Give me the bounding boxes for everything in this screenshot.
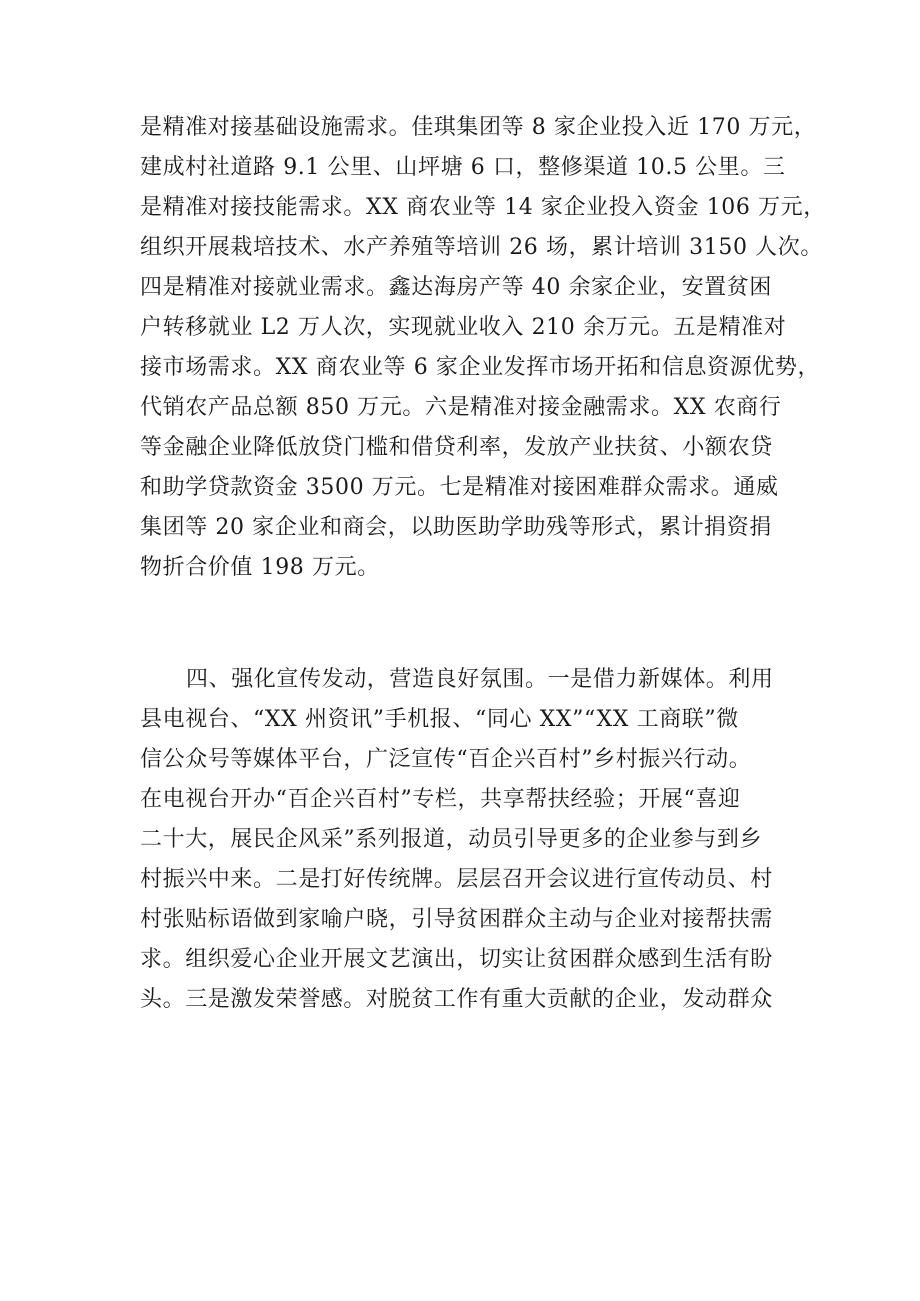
text-line: 村张贴标语做到家喻户晓，引导贫困群众主动与企业对接帮扶需 — [140, 907, 773, 932]
paragraph-spacer — [140, 588, 800, 660]
text-line-first: 四、强化宣传发动，营造良好氛围。一是借力新媒体。利用 — [186, 667, 774, 692]
text-line: 建成村社道路 9.1 公里、山坪塘 6 口，整修渠道 10.5 公里。三 — [140, 155, 786, 180]
text-line: 户转移就业 L2 万人次，实现就业收入 210 余万元。五是精准对 — [140, 315, 787, 340]
text-line: 村振兴中来。二是打好传统牌。层层召开会议进行宣传动员、村 — [140, 867, 773, 892]
text-line: 等金融企业降低放贷门槛和借贷利率，发放产业扶贫、小额农贷 — [140, 435, 773, 460]
text-line: 在电视台开办“百企兴百村”专栏，共享帮扶经验；开展“喜迎 — [140, 787, 741, 812]
text-line: 和助学贷款资金 3500 万元。七是精准对接困难群众需求。通威 — [140, 475, 779, 500]
paragraph-precision-docking — [140, 108, 826, 588]
text-line: 求。组织爱心企业开展文艺演出，切实让贫困群众感到生活有盼 — [140, 947, 773, 972]
document-body — [140, 108, 826, 1020]
text-line: 接市场需求。XX 商农业等 6 家企业发挥市场开拓和信息资源优势， — [140, 355, 821, 380]
text-line: 集团等 20 家企业和商会，以助医助学助残等形式，累计捐资捐 — [140, 515, 772, 540]
text-line: 二十大，展民企风采”系列报道，动员引导更多的企业参与到乡 — [140, 827, 763, 852]
text-line: 代销农产品总额 850 万元。六是精准对接金融需求。XX 农商行 — [140, 395, 782, 420]
text-line: 县电视台、“XX 州资讯”手机报、“同心 XX”“XX 工商联”微 — [140, 707, 739, 732]
text-line: 是精准对接基础设施需求。佳琪集团等 8 家企业投入近 170 万元， — [140, 115, 817, 140]
paragraph-publicity — [140, 660, 800, 1020]
text-line: 信公众号等媒体平台，广泛宣传“百企兴百村”乡村振兴行动。 — [140, 747, 752, 772]
text-line: 物折合价值 198 万元。 — [140, 555, 380, 580]
text-line: 是精准对接技能需求。XX 商农业等 14 家企业投入资金 106 万元， — [140, 195, 826, 220]
text-line: 组织开展栽培技术、水产养殖等培训 26 场，累计培训 3150 人次。 — [140, 235, 823, 260]
text-line: 四是精准对接就业需求。鑫达海房产等 40 余家企业，安置贫困 — [140, 275, 772, 300]
text-line: 头。三是激发荣誉感。对脱贫工作有重大贡献的企业，发动群众 — [140, 987, 773, 1012]
